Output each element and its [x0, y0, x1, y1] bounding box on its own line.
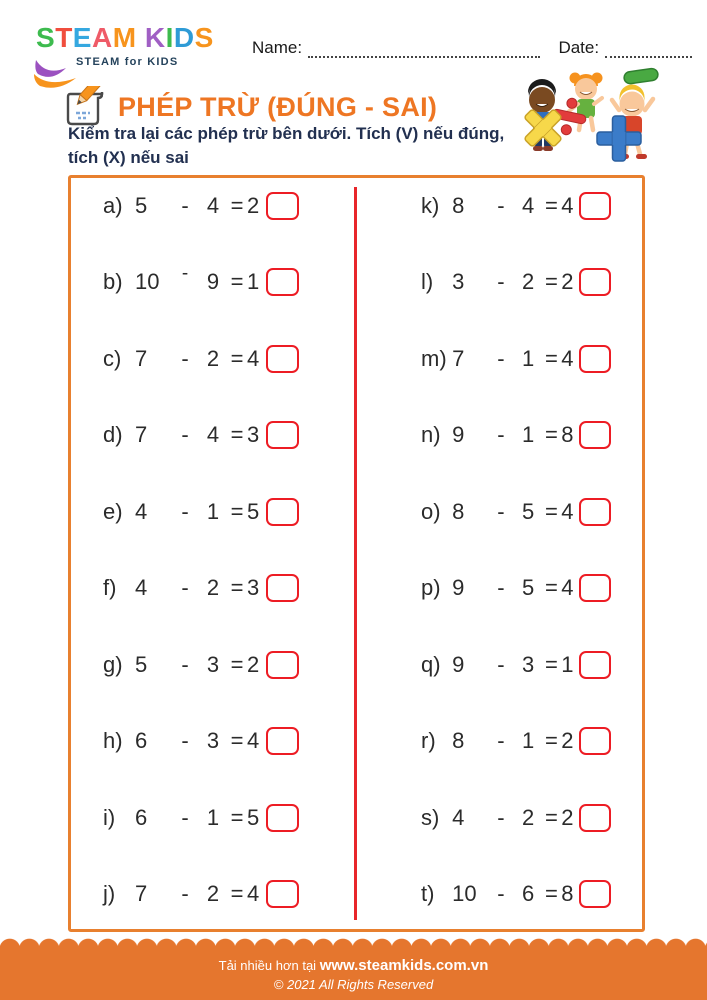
problem-row	[103, 339, 299, 379]
girl-figure	[549, 73, 603, 139]
subtrahend: 1	[521, 728, 535, 754]
minus-sign: -	[181, 728, 189, 754]
problem-row	[421, 645, 611, 685]
answer-box[interactable]	[266, 804, 299, 832]
footer-url[interactable]: www.steamkids.com.vn	[319, 957, 489, 974]
equals-sign: =	[545, 193, 558, 218]
minus-sign: -	[181, 651, 189, 677]
logo-letter	[137, 24, 145, 52]
subtrahend: 2	[206, 345, 220, 371]
problem-row	[103, 186, 299, 226]
result-value: 4	[247, 880, 260, 906]
equals-sign: =	[545, 804, 558, 830]
result-value: 2	[247, 193, 260, 218]
minuend: 10	[135, 269, 160, 295]
subtrahend: 1	[206, 804, 220, 830]
name-fill-line[interactable]	[308, 42, 540, 58]
problem-label: t)	[421, 880, 435, 906]
minuend: 5	[135, 651, 148, 677]
problem-label: i)	[103, 804, 116, 830]
minuend: 6	[135, 728, 148, 754]
equals-sign: =	[545, 575, 558, 601]
subtrahend: 5	[521, 498, 535, 524]
footer-prefix: Tải nhiều hơn tại	[218, 958, 317, 973]
footer	[0, 948, 707, 1000]
minus-sign: -	[497, 575, 505, 601]
footer-link-line	[0, 957, 707, 974]
minuend: 8	[452, 498, 465, 524]
minus-sign: -	[497, 880, 505, 906]
answer-box[interactable]	[579, 574, 611, 602]
equals-sign: =	[545, 728, 558, 754]
answer-box[interactable]	[266, 651, 299, 679]
answer-box[interactable]	[266, 880, 299, 908]
problem-row	[103, 645, 299, 685]
minus-sign: -	[497, 345, 505, 371]
subtrahend: 2	[206, 880, 220, 906]
problem-label: d)	[103, 422, 123, 448]
logo-wordmark	[36, 24, 236, 52]
result-value: 3	[247, 575, 260, 601]
logo-letter: M	[112, 22, 137, 53]
minuend: 4	[452, 804, 465, 830]
answer-box[interactable]	[266, 268, 299, 296]
problem-label: f)	[103, 575, 117, 601]
problem-row	[421, 492, 611, 532]
problem-label: g)	[103, 651, 123, 677]
result-value: 3	[247, 422, 260, 448]
result-value: 1	[561, 651, 574, 677]
subtrahend: 9	[206, 269, 220, 295]
minus-sign: -	[497, 804, 505, 830]
equals-sign: =	[230, 728, 244, 754]
name-date-row	[252, 38, 692, 58]
minuend: 7	[452, 345, 465, 371]
logo-letter: I	[165, 22, 174, 53]
name-label: Name:	[252, 38, 303, 57]
equals-sign: =	[545, 345, 558, 371]
problem-row	[103, 798, 299, 838]
answer-box[interactable]	[579, 268, 611, 296]
logo-swoosh-icon	[32, 54, 90, 88]
equals-sign: =	[545, 651, 558, 677]
answer-box[interactable]	[266, 498, 299, 526]
minus-sign: -	[181, 193, 189, 218]
problem-row	[421, 798, 611, 838]
equals-sign: =	[230, 804, 244, 830]
minuend: 8	[452, 728, 465, 754]
answer-box[interactable]	[266, 574, 299, 602]
minuend: 9	[452, 651, 465, 677]
worksheet-frame	[68, 175, 645, 932]
minuend: 9	[452, 422, 465, 448]
result-value: 4	[247, 728, 260, 754]
steamkids-logo	[36, 24, 236, 68]
logo-letter: D	[173, 22, 195, 53]
logo-letter: A	[91, 22, 113, 53]
result-value: 5	[247, 498, 260, 524]
subtrahend: 2	[521, 804, 535, 830]
date-label: Date:	[558, 38, 600, 57]
answer-box[interactable]	[579, 498, 611, 526]
kids-illustration	[512, 62, 667, 172]
equals-sign: =	[230, 575, 244, 601]
equals-sign: =	[230, 269, 244, 295]
result-value: 2	[561, 728, 574, 754]
equals-sign: =	[230, 651, 244, 677]
answer-box[interactable]	[579, 727, 611, 755]
subtrahend: 1	[521, 345, 535, 371]
date-fill-line[interactable]	[605, 42, 692, 58]
answer-box[interactable]	[579, 345, 611, 373]
minus-sign: -	[181, 422, 189, 448]
result-value: 4	[561, 345, 574, 371]
problem-label: a)	[103, 193, 123, 218]
problem-row	[421, 339, 611, 379]
result-value: 8	[561, 880, 574, 906]
equals-sign: =	[230, 193, 244, 218]
minus-sign: -	[497, 193, 505, 218]
problem-label: l)	[421, 269, 434, 295]
logo-letter: S	[194, 22, 214, 53]
problem-label: q)	[421, 651, 441, 677]
minus-sign: -	[497, 422, 505, 448]
right-boy-figure	[597, 85, 653, 162]
problem-label: m)	[421, 345, 447, 371]
minuend: 3	[452, 269, 465, 295]
problem-label: k)	[421, 193, 440, 218]
problem-label: b)	[103, 269, 123, 295]
result-value: 2	[247, 651, 260, 677]
problem-label: r)	[421, 728, 436, 754]
minus-sign: -	[181, 263, 189, 285]
problem-row	[421, 721, 611, 761]
problem-label: e)	[103, 498, 123, 524]
instructions-line1: Kiểm tra lại các phép trừ bên dưới. Tích (V) nếu đúng,	[68, 124, 505, 143]
result-value: 5	[247, 804, 260, 830]
minuend: 10	[452, 880, 477, 906]
subtrahend: 3	[521, 651, 535, 677]
equals-sign: =	[230, 880, 244, 906]
subtrahend: 1	[206, 498, 220, 524]
subtrahend: 3	[206, 651, 220, 677]
result-value: 4	[561, 193, 574, 218]
problem-label: s)	[421, 804, 440, 830]
minus-sign: -	[181, 345, 189, 371]
equals-sign: =	[545, 880, 558, 906]
subtrahend: 4	[521, 193, 535, 218]
minuend: 6	[135, 804, 148, 830]
problem-label: j)	[103, 880, 116, 906]
problem-label: n)	[421, 422, 441, 448]
problem-row	[103, 415, 299, 455]
answer-box[interactable]	[579, 192, 611, 220]
problem-row	[421, 874, 611, 914]
answer-box[interactable]	[266, 421, 299, 449]
minuend: 7	[135, 880, 148, 906]
result-value: 4	[561, 498, 574, 524]
minus-sign: -	[497, 728, 505, 754]
minuend: 7	[135, 422, 148, 448]
minus-sign: -	[181, 880, 189, 906]
problem-row	[421, 262, 611, 302]
result-value: 4	[247, 345, 260, 371]
page-title: PHÉP TRỪ (ĐÚNG - SAI)	[118, 91, 438, 122]
problem-row	[421, 568, 611, 608]
equals-sign: =	[230, 422, 244, 448]
subtrahend: 1	[521, 422, 535, 448]
problem-label: o)	[421, 498, 441, 524]
answer-box[interactable]	[266, 345, 299, 373]
problem-row	[103, 492, 299, 532]
minus-sign: -	[181, 498, 189, 524]
answer-box[interactable]	[579, 421, 611, 449]
equals-sign: =	[230, 498, 244, 524]
minuend: 9	[452, 575, 465, 601]
result-value: 4	[561, 575, 574, 601]
minuend: 8	[452, 193, 465, 218]
problems-left-column	[103, 180, 299, 928]
answer-box[interactable]	[579, 804, 611, 832]
minus-sign: -	[497, 651, 505, 677]
minuend: 5	[135, 193, 148, 218]
logo-letter: T	[55, 22, 73, 53]
equals-sign: =	[545, 269, 558, 295]
minuend: 4	[135, 575, 148, 601]
equals-sign: =	[230, 345, 244, 371]
result-value: 1	[247, 269, 260, 295]
logo-tagline: STEAM for KIDS	[76, 56, 179, 68]
problem-row	[103, 262, 299, 302]
equals-sign: =	[545, 422, 558, 448]
subtrahend: 3	[206, 728, 220, 754]
minus-sign: -	[497, 498, 505, 524]
instructions	[68, 122, 528, 170]
subtrahend: 2	[521, 269, 535, 295]
subtrahend: 5	[521, 575, 535, 601]
subtrahend: 2	[206, 575, 220, 601]
column-divider	[354, 187, 357, 920]
footer-copyright: © 2021 All Rights Reserved	[273, 977, 434, 992]
result-value: 8	[561, 422, 574, 448]
problem-row	[103, 568, 299, 608]
problem-label: p)	[421, 575, 441, 601]
logo-letter: K	[144, 22, 166, 53]
answer-box[interactable]	[266, 192, 299, 220]
problem-label: h)	[103, 728, 123, 754]
result-value: 2	[561, 804, 574, 830]
subtrahend: 4	[206, 193, 220, 218]
problem-row	[103, 721, 299, 761]
subtrahend: 4	[206, 422, 220, 448]
answer-box[interactable]	[579, 880, 611, 908]
logo-letter: E	[72, 22, 92, 53]
problems-right-column	[421, 180, 611, 928]
logo-letter: S	[36, 22, 56, 53]
minus-sign: -	[181, 804, 189, 830]
equals-sign: =	[545, 498, 558, 524]
subtrahend: 6	[521, 880, 535, 906]
problem-label: c)	[103, 345, 122, 371]
problem-row	[103, 874, 299, 914]
result-value: 2	[561, 269, 574, 295]
minus-sign: -	[497, 269, 505, 295]
minuend: 7	[135, 345, 148, 371]
answer-box[interactable]	[266, 727, 299, 755]
instructions-line2: tích (X) nếu sai	[68, 148, 189, 168]
minus-sign: -	[181, 575, 189, 601]
problem-row	[421, 186, 611, 226]
answer-box[interactable]	[579, 651, 611, 679]
problem-row	[421, 415, 611, 455]
minuend: 4	[135, 498, 148, 524]
